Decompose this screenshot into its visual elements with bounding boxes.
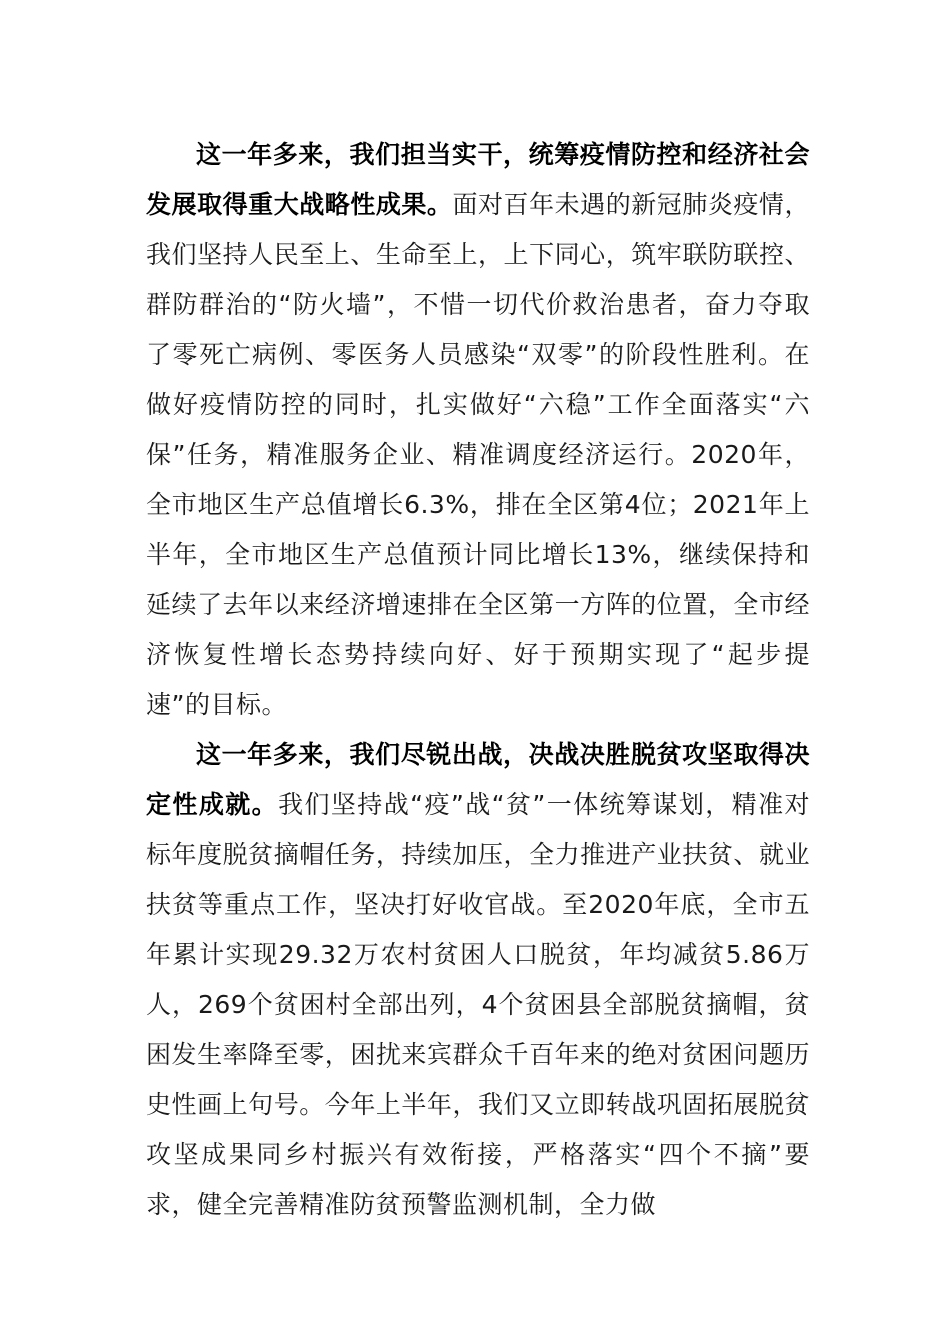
paragraph-lead-sentence: 这一年多来，我们尽锐出战，决战决胜脱贫攻坚取得决定性成就。 (146, 740, 810, 819)
paragraph-lead-sentence: 这一年多来，我们担当实干，统筹疫情防控和经济社会发展取得重大战略性成果。 (146, 140, 810, 219)
paragraph-poverty-alleviation (146, 730, 810, 1230)
paragraph-body-text: 面对百年未遇的新冠肺炎疫情，我们坚持人民至上、生命至上，上下同心，筑牢联防联控、群防群治的“防火墙”，不惜一切代价救治患者，奋力夺取了零死亡病例、零医务人员感染“双零”的阶段性胜利。在做好疫情防控的同时，扎实做好“六稳”工作全面落实“六保”任务，精准服务企业、精准调度经济运行。2020年，全市地区生产总值增长6.3%，排在全区第4位；2021年上半年，全市地区生产总值预计同比增长13%，继续保持和延续了去年以来经济增速排在全区第一方阵的位置，全市经济恢复性增长态势持续向好、好于预期实现了“起步提速”的目标。 (146, 190, 810, 719)
paragraph-epidemic-economy (146, 130, 810, 730)
document-body (146, 130, 810, 1230)
paragraph-body-text: 我们坚持战“疫”战“贫”一体统筹谋划，精准对标年度脱贫摘帽任务，持续加压，全力推进产业扶贫、就业扶贫等重点工作，坚决打好收官战。至2020年底，全市五年累计实现29.32万农村贫困人口脱贫，年均减贫5.86万人，269个贫困村全部出列，4个贫困县全部脱贫摘帽，贫困发生率降至零，困扰来宾群众千百年来的绝对贫困问题历史性画上句号。今年上半年，我们又立即转战巩固拓展脱贫攻坚成果同乡村振兴有效衔接，严格落实“四个不摘”要求，健全完善精准防贫预警监测机制，全力做 (146, 790, 810, 1219)
